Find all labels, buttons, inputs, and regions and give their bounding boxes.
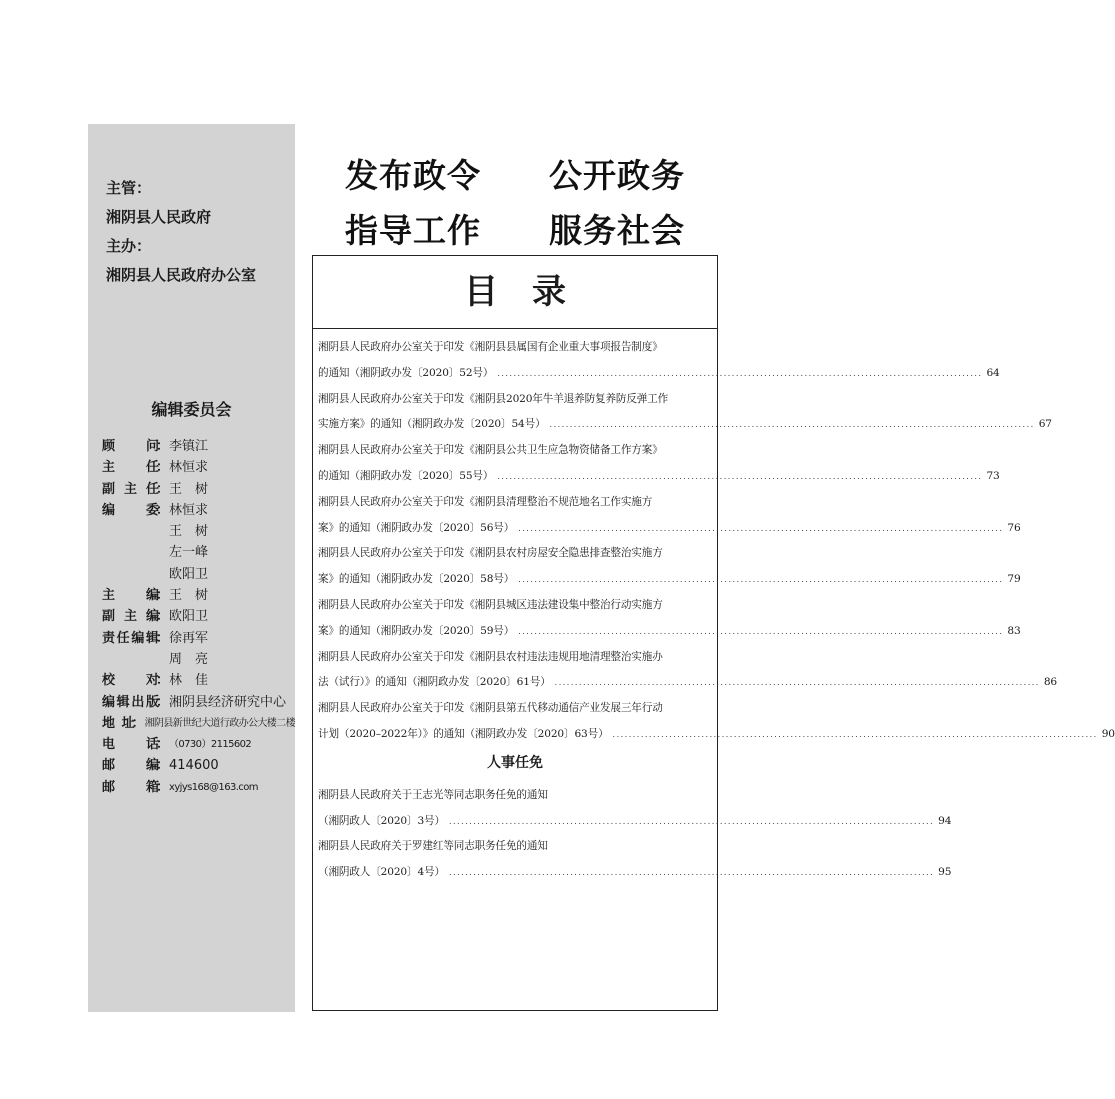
staff-row xyxy=(102,479,295,500)
organizer-name: 湘阴县人民政府办公室 xyxy=(106,266,257,284)
committee-title: 编辑委员会 xyxy=(151,400,232,419)
slogan xyxy=(345,148,705,258)
staff-value: 王 树 xyxy=(169,481,209,497)
staff-value: 414600 xyxy=(169,758,219,774)
staff-row xyxy=(102,628,295,649)
staff-role: 编委 ： xyxy=(102,500,169,521)
slogan-phrase: 服务社会 xyxy=(549,211,685,250)
dot-leader: ........................................................................................................................ xyxy=(518,626,1004,636)
staff-role: 主编 ： xyxy=(102,585,169,606)
staff-row xyxy=(102,500,295,521)
toc-entry-title: 湘阴县人民政府办公室关于印发《湘阴县2020年牛羊退养防复养防反弹工作 xyxy=(318,392,669,405)
staff-role: 地址 ： xyxy=(102,713,145,734)
toc-entry-doc-number: 案》的通知（湘阴政办发〔2020〕58号） xyxy=(318,573,515,586)
toc-page-number: 83 xyxy=(1007,624,1021,637)
staff-value: 王 树 xyxy=(169,524,209,540)
staff-role: 副主任 ： xyxy=(102,479,169,500)
supervisor-label: 主管： xyxy=(106,179,152,197)
staff-role: 电话 ： xyxy=(102,734,169,755)
toc-entry-doc-number: （湘阴政人〔2020〕3号） xyxy=(318,814,445,827)
toc-entry-reference xyxy=(318,670,1058,696)
toc-list xyxy=(318,335,1115,886)
staff-row xyxy=(102,457,295,478)
toc-entry-title: 湘阴县人民政府办公室关于印发《湘阴县县属国有企业重大事项报告制度》 xyxy=(318,341,663,353)
slogan-phrase: 指导工作 xyxy=(345,211,481,250)
staff-row xyxy=(102,436,295,457)
toc-entry-reference xyxy=(318,567,1021,593)
toc-entry-reference xyxy=(318,860,952,886)
toc-entry-title: 湘阴县人民政府关于王志光等同志职务任免的通知 xyxy=(318,788,548,801)
slogan-phrase: 发布政令 xyxy=(345,156,481,195)
toc-entry[interactable] xyxy=(318,696,1115,748)
dot-leader: ........................................................................................................................ xyxy=(497,471,983,481)
staff-value: 王 树 xyxy=(169,588,209,604)
toc-entry-reference xyxy=(318,516,1021,542)
staff-value: （0730）2115602 xyxy=(169,739,252,751)
toc-entry-reference xyxy=(318,619,1021,645)
toc-entry-personnel[interactable] xyxy=(318,783,952,835)
dot-leader: ........................................................................................................................ xyxy=(518,575,1004,585)
toc-entry-reference xyxy=(318,464,1000,490)
staff-role xyxy=(102,564,169,585)
staff-value: 李镇江 xyxy=(169,439,209,454)
toc-entry[interactable] xyxy=(318,541,1021,593)
toc-page-number: 95 xyxy=(938,866,952,879)
toc-page-number: 67 xyxy=(1038,418,1052,431)
staff-row xyxy=(102,670,295,691)
slogan-row-1 xyxy=(345,148,685,203)
staff-role: 编辑出版 ： xyxy=(102,692,169,713)
toc-entry-doc-number: 法（试行）》的通知（湘阴政办发〔2020〕61号） xyxy=(318,676,551,689)
toc-page-number: 94 xyxy=(938,814,952,827)
organizer-label: 主办： xyxy=(106,237,152,255)
toc-entry-doc-number: （湘阴政人〔2020〕4号） xyxy=(318,866,445,879)
staff-role: 主任 ： xyxy=(102,457,169,478)
toc-page-number: 86 xyxy=(1043,676,1058,689)
staff-value: 林恒求 xyxy=(169,502,209,518)
supervisor-name: 湘阴县人民政府 xyxy=(106,208,212,226)
dot-leader: ........................................................................................................................ xyxy=(554,678,1040,688)
toc-page-number: 90 xyxy=(1101,727,1115,740)
staff-value: 林恒求 xyxy=(169,460,209,476)
toc-header xyxy=(313,256,717,329)
staff-row xyxy=(102,713,295,734)
toc-entry[interactable] xyxy=(318,645,1058,697)
toc-entry-title: 湘阴县人民政府办公室关于印发《湘阴县清理整治不规范地名工作实施方 xyxy=(318,495,653,508)
table-of-contents xyxy=(312,255,1115,1011)
toc-entry-reference xyxy=(318,412,1052,438)
staff-row xyxy=(102,542,295,563)
slogan-row-2 xyxy=(345,203,685,258)
toc-entry[interactable] xyxy=(318,593,1021,645)
staff-row xyxy=(102,734,295,755)
toc-entry-doc-number: 的通知（湘阴政办发〔2020〕55号） xyxy=(318,469,494,482)
staff-role: 邮编 ： xyxy=(102,755,169,776)
toc-entry-reference xyxy=(318,809,952,835)
toc-entry-title: 湘阴县人民政府办公室关于印发《湘阴县公共卫生应急物资储备工作方案》 xyxy=(318,444,663,457)
staff-row xyxy=(102,692,295,713)
toc-entry[interactable] xyxy=(318,438,1000,490)
staff-role: 校对 ： xyxy=(102,670,169,691)
section-heading-personnel: 人事任免 xyxy=(487,754,543,771)
toc-entry-title: 湘阴县人民政府办公室关于印发《湘阴县农村违法违规用地清理整治实施办 xyxy=(318,650,663,663)
toc-entry-title: 湘阴县人民政府关于罗建红等同志职务任免的通知 xyxy=(318,840,548,853)
staff-value: 徐再军 xyxy=(169,630,209,646)
staff-role: 副主编 ： xyxy=(102,606,169,627)
staff-row xyxy=(102,649,295,670)
toc-entry-reference xyxy=(318,361,1000,387)
staff-list xyxy=(102,436,295,798)
staff-row xyxy=(102,777,295,798)
toc-entry[interactable] xyxy=(318,335,1000,387)
staff-role xyxy=(102,542,169,563)
toc-page-number: 76 xyxy=(1007,521,1021,534)
toc-page-number: 73 xyxy=(986,469,1000,482)
staff-row xyxy=(102,755,295,776)
toc-entry-doc-number: 案》的通知（湘阴政办发〔2020〕59号） xyxy=(318,624,515,637)
staff-row xyxy=(102,521,295,542)
staff-value: 林 佳 xyxy=(169,673,209,689)
staff-value: 左一峰 xyxy=(169,545,209,561)
staff-role xyxy=(102,649,169,670)
toc-entry-doc-number: 计划（2020–2022年）》的通知（湘阴政办发〔2020〕63号） xyxy=(318,727,609,740)
staff-role xyxy=(102,521,169,542)
staff-value: 湘阴县经济研究中心 xyxy=(169,694,287,710)
dot-leader: ........................................................................................................................ xyxy=(497,368,983,378)
dot-leader: ........................................................................................................................ xyxy=(518,523,1004,533)
staff-value: 欧阳卫 xyxy=(169,609,209,625)
dot-leader: ........................................................................................................................ xyxy=(448,868,935,878)
toc-entry-doc-number: 实施方案》的通知（湘阴政办发〔2020〕54号） xyxy=(318,418,546,431)
staff-value: 周 亮 xyxy=(169,651,209,667)
toc-entry-doc-number: 的通知（湘阴政办发〔2020〕52号） xyxy=(318,366,494,379)
toc-entry[interactable] xyxy=(318,490,1021,542)
staff-role: 责任编辑 ： xyxy=(102,628,169,649)
staff-value: xyjys168@163.com xyxy=(169,781,258,793)
staff-row xyxy=(102,564,295,585)
toc-entry-doc-number: 案》的通知（湘阴政办发〔2020〕56号） xyxy=(318,521,515,534)
masthead-sidebar xyxy=(88,124,295,1012)
toc-entry-title: 湘阴县人民政府办公室关于印发《湘阴县农村房屋安全隐患排查整治实施方 xyxy=(318,547,663,560)
staff-value: 湘阴县新世纪大道行政办公大楼二楼 xyxy=(144,717,295,729)
toc-entry-title: 湘阴县人民政府办公室关于印发《湘阴县城区违法建设集中整治行动实施方 xyxy=(318,598,663,611)
toc-entry-reference xyxy=(318,722,1115,748)
toc-page-number: 64 xyxy=(986,366,1000,379)
toc-title: 目录 xyxy=(464,272,600,312)
dot-leader: ........................................................................................................................ xyxy=(612,729,1098,739)
staff-value: 欧阳卫 xyxy=(169,566,209,582)
toc-entry[interactable] xyxy=(318,387,1052,439)
toc-entry-personnel[interactable] xyxy=(318,834,952,886)
staff-row xyxy=(102,585,295,606)
slogan-phrase: 公开政务 xyxy=(549,156,685,195)
toc-page-number: 79 xyxy=(1007,573,1021,586)
staff-role: 邮箱 ： xyxy=(102,777,169,798)
toc-entry-title: 湘阴县人民政府办公室关于印发《湘阴县第五代移动通信产业发展三年行动 xyxy=(318,702,663,715)
staff-row xyxy=(102,606,295,627)
dot-leader: ........................................................................................................................ xyxy=(448,816,935,826)
dot-leader: ........................................................................................................................ xyxy=(549,420,1035,430)
staff-role: 顾问 ： xyxy=(102,436,169,457)
sponsor-block xyxy=(106,174,291,290)
